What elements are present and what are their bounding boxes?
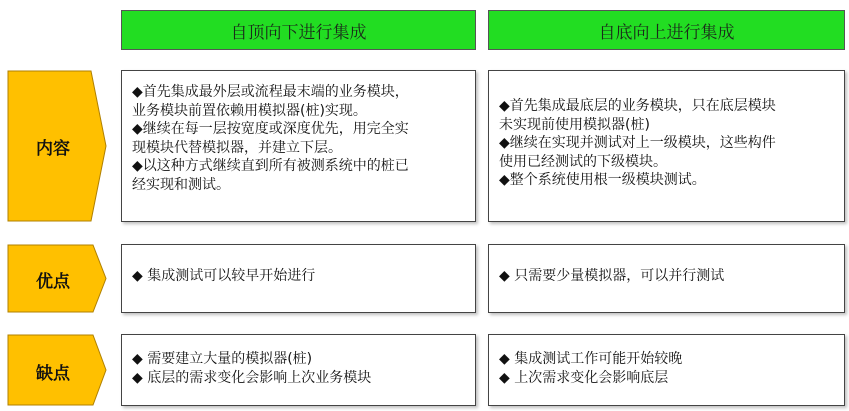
content-bottom-up-line: 使用已经测试的下级模块。 [499, 153, 667, 170]
content-bottom-up-line: ◆继续在实现并测试对上一级模块，这些构件 [499, 135, 776, 151]
row-label-content [7, 70, 107, 222]
pros-top-down-line: ◆ 集成测试可以较早开始进行 [132, 268, 316, 284]
content-bottom-up-line: 未实现前使用模拟器(桩) [499, 116, 650, 133]
content-bottom-up-line: ◆整个系统使用根一级模块测试。 [499, 172, 706, 188]
cons-bottom-up-line: ◆ 上次需求变化会影响底层 [499, 369, 669, 386]
cons-top-down-line: ◆ 需要建立大量的模拟器(桩) [132, 351, 313, 367]
row-label-content-text: 内容 [36, 139, 70, 159]
row-label-cons [7, 334, 107, 406]
cons-bottom-up-line: ◆ 集成测试工作可能开始较晚 [499, 351, 683, 367]
row-label-cons-text: 缺点 [36, 364, 70, 384]
header-bottom-up: 自底向上进行集成 [488, 10, 845, 50]
content-top-down-box [121, 70, 476, 222]
content-top-down-line: ◆以这种方式继续直到所有被测系统中的桩已 [132, 158, 409, 174]
cons-top-down-box [121, 334, 476, 406]
cons-top-down-line: ◆ 底层的需求变化会影响上次业务模块 [132, 369, 372, 386]
content-top-down-line: 现模块代替模拟器，并建立下层。 [132, 139, 342, 156]
pros-bottom-up-line: ◆ 只需要少量模拟器，可以并行测试 [499, 268, 725, 284]
content-top-down-line: 业务模块前置依赖用模拟器(桩)实现。 [132, 102, 367, 119]
content-top-down-line: ◆继续在每一层按宽度或深度优先，用完全实 [132, 121, 409, 137]
content-bottom-up-line: ◆首先集成最底层的业务模块，只在底层模块 [499, 98, 776, 114]
row-label-pros [7, 244, 107, 313]
header-top-down: 自顶向下进行集成 [121, 10, 476, 50]
content-top-down-line: ◆首先集成最外层或流程最末端的业务模块， [132, 84, 409, 100]
content-bottom-up-box [488, 70, 845, 222]
pros-bottom-up-box [488, 244, 845, 313]
row-label-pros-text: 优点 [36, 272, 70, 292]
cons-bottom-up-box [488, 334, 845, 406]
pros-top-down-box [121, 244, 476, 313]
content-top-down-line: 经实现和测试。 [132, 176, 230, 193]
